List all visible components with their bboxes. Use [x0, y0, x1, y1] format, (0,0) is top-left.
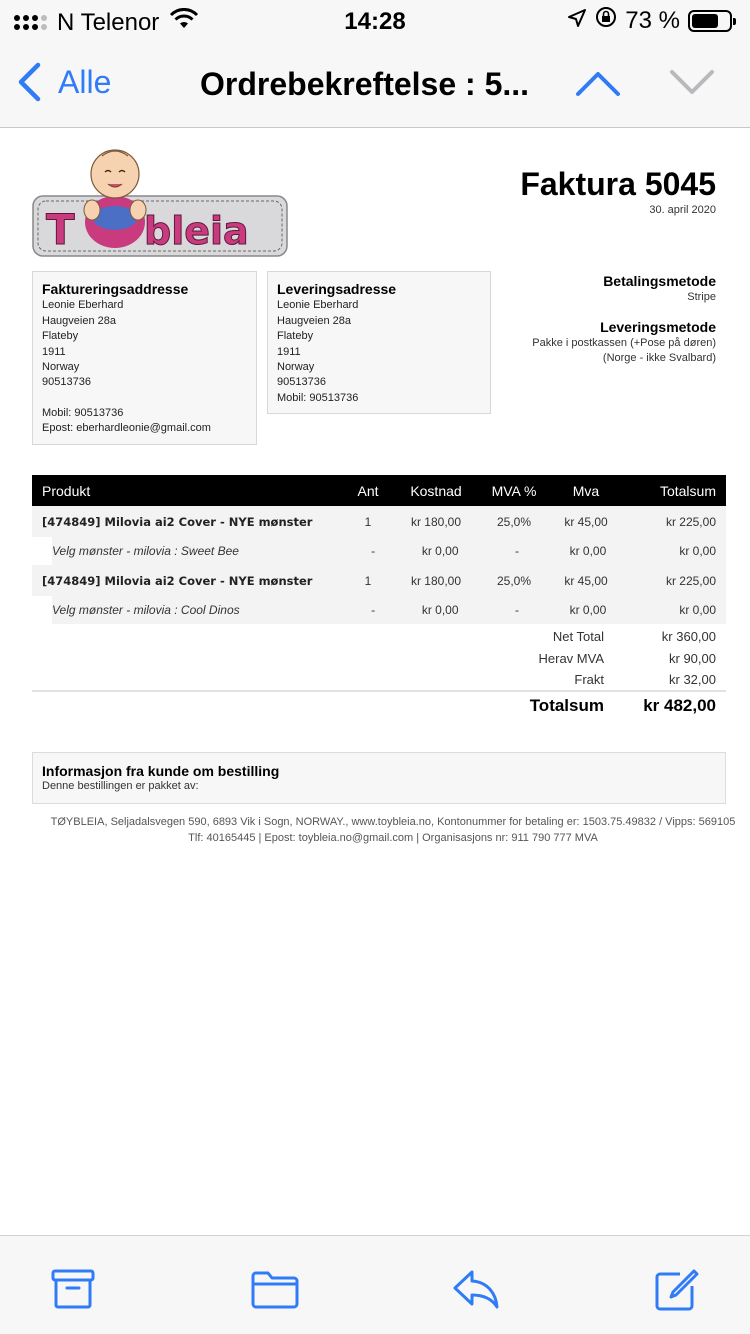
- net-total-value: kr 360,00: [661, 629, 716, 645]
- row-vat: kr 45,00: [564, 514, 608, 529]
- move-to-folder-button[interactable]: [250, 1268, 300, 1315]
- bottom-toolbar: [0, 1235, 750, 1334]
- reply-button[interactable]: [452, 1268, 500, 1315]
- vat-total-label: Herav MVA: [538, 650, 604, 666]
- divider: [32, 690, 726, 692]
- table-row: [32, 506, 726, 537]
- archive-button[interactable]: [50, 1268, 96, 1315]
- battery-icon: [688, 10, 732, 32]
- payment-method: [603, 274, 716, 305]
- row-vat: kr 0,00: [569, 603, 607, 617]
- billing-country: Norway: [42, 361, 80, 374]
- row-vat: kr 45,00: [564, 573, 608, 588]
- row-product: Velg mønster - milovia : Cool Dinos: [52, 603, 240, 617]
- shipping-mobile[interactable]: Mobil: 90513736: [277, 391, 359, 404]
- row-vat-pct: 25,0%: [496, 514, 532, 529]
- payment-value: Stripe: [687, 291, 716, 303]
- folder-icon: [250, 1268, 300, 1310]
- vat-total-row: [484, 648, 716, 670]
- row-total: kr 0,00: [679, 603, 717, 617]
- compose-icon: [654, 1268, 700, 1312]
- archive-icon: [50, 1268, 96, 1310]
- row-cost: kr 180,00: [410, 573, 462, 588]
- table-row: [32, 565, 726, 596]
- row-cost: kr 180,00: [410, 514, 462, 529]
- billing-address-box: [32, 271, 257, 445]
- freight-label: Frakt: [574, 672, 604, 688]
- order-table: [32, 475, 726, 624]
- compose-button[interactable]: [654, 1268, 700, 1317]
- vat-total-value: kr 90,00: [669, 650, 716, 666]
- row-product: [474849] Milovia ai2 Cover - NYE mønster: [42, 514, 313, 529]
- status-bar: [0, 0, 750, 40]
- invoice-date: 30. april 2020: [649, 204, 716, 216]
- svg-text:bleia: bleia: [144, 209, 249, 253]
- row-qty: 1: [364, 573, 372, 588]
- billing-city: Flateby: [42, 330, 79, 343]
- col-vat-pct: MVA %: [491, 482, 537, 499]
- row-total: kr 0,00: [679, 544, 717, 558]
- location-icon: [567, 7, 587, 35]
- billing-email[interactable]: Epost: eberhardleonie@gmail.com: [42, 422, 211, 435]
- next-message-button[interactable]: [668, 68, 716, 103]
- shipping-name: Leonie Eberhard: [277, 299, 359, 312]
- col-total: Totalsum: [659, 482, 716, 499]
- billing-heading: Faktureringsaddresse: [42, 281, 189, 297]
- billing-postcode: 1911: [42, 345, 66, 358]
- store-logo[interactable]: [32, 144, 288, 260]
- invoice-footer: [0, 814, 750, 846]
- billing-street: Haugveien 28a: [42, 314, 117, 327]
- shipping-phone[interactable]: 90513736: [277, 376, 326, 389]
- delivery-line-1: Pakke i postkassen (+Pose på døren): [532, 337, 716, 349]
- row-total: kr 225,00: [665, 514, 716, 529]
- message-subject: Ordrebekreftelse : 5...: [200, 66, 530, 102]
- net-total-label: Net Total: [552, 629, 604, 645]
- col-product: Produkt: [42, 482, 91, 499]
- delivery-heading: Leveringsmetode: [600, 319, 716, 335]
- row-vat-pct: 25,0%: [496, 573, 532, 588]
- footer-line-2: Tlf: 40165445 | Epost: toybleia.no@gmail.com | Organisasjons nr: 911 790 777 MVA: [188, 832, 598, 844]
- customer-info-box: [32, 752, 726, 804]
- row-product: Velg mønster - milovia : Sweet Bee: [52, 544, 239, 558]
- col-cost: Kostnad: [410, 482, 462, 499]
- row-qty: -: [371, 544, 376, 558]
- grand-total-value: kr 482,00: [643, 696, 716, 715]
- email-body: [0, 130, 750, 1235]
- table-row: [42, 596, 726, 624]
- net-total-row: [484, 626, 716, 648]
- svg-text:T: T: [46, 205, 75, 254]
- shipping-postcode: 1911: [277, 345, 301, 358]
- chevron-up-icon: [574, 68, 622, 98]
- row-qty: -: [371, 603, 376, 617]
- freight-row: [484, 669, 716, 691]
- row-vat-pct: -: [515, 544, 519, 558]
- grand-total-row: [484, 696, 716, 716]
- previous-message-button[interactable]: [574, 68, 622, 103]
- col-vat: Mva: [572, 482, 600, 499]
- back-button[interactable]: [16, 62, 111, 102]
- table-row: [42, 537, 726, 565]
- delivery-method: [532, 320, 716, 366]
- row-cost: kr 0,00: [421, 544, 459, 558]
- shipping-address-box: [267, 271, 491, 414]
- navigation-bar: [0, 40, 750, 128]
- clock: 14:28: [344, 8, 406, 35]
- shipping-country: Norway: [277, 361, 315, 374]
- reply-icon: [452, 1268, 500, 1310]
- shipping-street: Haugveien 28a: [277, 314, 352, 327]
- billing-name: Leonie Eberhard: [42, 299, 124, 312]
- row-cost: kr 0,00: [421, 603, 459, 617]
- delivery-line-2: (Norge - ikke Svalbard): [602, 352, 716, 364]
- chevron-left-icon: [16, 62, 42, 102]
- back-label: Alle: [58, 63, 112, 100]
- invoice-title: Faktura 5045: [520, 166, 716, 202]
- shipping-heading: Leveringsadresse: [277, 281, 397, 297]
- row-vat: kr 0,00: [569, 544, 607, 558]
- carrier-name: N Telenor: [57, 8, 160, 36]
- shipping-city: Flateby: [277, 330, 314, 343]
- row-product: [474849] Milovia ai2 Cover - NYE mønster: [42, 573, 313, 588]
- footer-line-1: TØYBLEIA, Seljadalsvegen 590, 6893 Vik i Sogn, NORWAY., www.toybleia.no, Kontonummer for betaling er: 1503.75.49832 / Vipps: 569105: [50, 816, 736, 828]
- col-qty: Ant: [357, 482, 379, 499]
- billing-phone[interactable]: 90513736: [42, 376, 91, 389]
- orientation-lock-icon: [595, 6, 617, 35]
- battery-percent: 73 %: [625, 6, 680, 34]
- row-total: kr 225,00: [665, 573, 716, 588]
- chevron-down-icon: [668, 68, 716, 98]
- row-vat-pct: -: [515, 603, 519, 617]
- status-right: [567, 6, 732, 35]
- totals-block: [484, 626, 716, 691]
- customer-info-heading: Informasjon fra kunde om bestilling: [42, 763, 280, 779]
- billing-mobile[interactable]: Mobil: 90513736: [42, 406, 124, 419]
- table-header: [32, 475, 726, 506]
- grand-total-label: Totalsum: [529, 696, 604, 715]
- customer-info-text: Denne bestillingen er pakket av:: [42, 780, 199, 792]
- row-qty: 1: [364, 514, 372, 529]
- freight-value: kr 32,00: [669, 672, 716, 688]
- payment-heading: Betalingsmetode: [603, 273, 716, 289]
